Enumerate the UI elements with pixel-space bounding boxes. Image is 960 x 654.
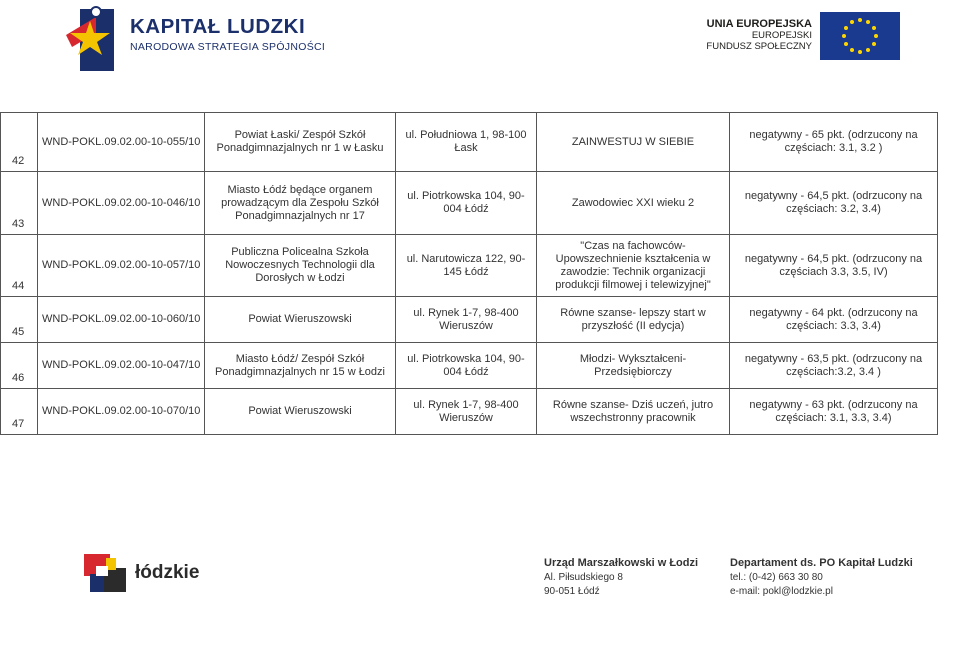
applicant-name: Powiat Wieruszowski: [205, 297, 396, 343]
eu-logo-line2: EUROPEJSKI: [751, 30, 812, 41]
evaluation-result: negatywny - 64,5 pkt. (odrzucony na częściach: 3.2, 3.4): [730, 172, 938, 235]
department-title: Departament ds. PO Kapitał Ludzki: [730, 557, 913, 569]
project-title: Młodzi- Wykształceni- Przedsiębiorczy: [537, 343, 730, 389]
row-number: 42: [1, 113, 38, 172]
table-row: [1, 297, 938, 343]
application-code: WND-POKL.09.02.00-10-055/10: [38, 113, 205, 172]
table-row: [1, 172, 938, 235]
department-contact: [730, 556, 930, 599]
applicant-name: Miasto Łódź będące organem prowadzącym dla Zespołu Szkół Ponadgimnazjalnych nr 17: [205, 172, 396, 235]
applicant-address: ul. Narutowicza 122, 90-145 Łódź: [396, 235, 537, 297]
marshal-office-contact: [544, 556, 714, 599]
project-title: ZAINWESTUJ W SIEBIE: [537, 113, 730, 172]
applicant-address: ul. Rynek 1-7, 98-400 Wieruszów: [396, 389, 537, 435]
project-title: Zawodowiec XXI wieku 2: [537, 172, 730, 235]
applicant-address: ul. Piotrkowska 104, 90-004 Łódź: [396, 172, 537, 235]
applicant-address: ul. Południowa 1, 98-100 Łask: [396, 113, 537, 172]
applicant-address: ul. Rynek 1-7, 98-400 Wieruszów: [396, 297, 537, 343]
applicant-name: Publiczna Policealna Szkoła Nowoczesnych Technologii dla Dorosłych w Łodzi: [205, 235, 396, 297]
project-title: Równe szanse- Dziś uczeń, jutro wszechstronny pracownik: [537, 389, 730, 435]
office-postcode: 90-051 Łódź: [544, 586, 600, 597]
eu-logo-text: [700, 18, 812, 52]
eu-logo-line1: UNIA EUROPEJSKA: [706, 18, 812, 30]
evaluation-result: negatywny - 63,5 pkt. (odrzucony na częściach:3.2, 3.4 ): [730, 343, 938, 389]
eu-logo-line3: FUNDUSZ SPOŁECZNY: [706, 41, 812, 52]
application-code: WND-POKL.09.02.00-10-060/10: [38, 297, 205, 343]
applicant-name: Miasto Łódź/ Zespół Szkół Ponadgimnazjalnych nr 15 w Łodzi: [205, 343, 396, 389]
office-title: Urząd Marszałkowski w Łodzi: [544, 557, 699, 569]
application-code: WND-POKL.09.02.00-10-046/10: [38, 172, 205, 235]
office-address: Al. Piłsudskiego 8: [544, 572, 623, 583]
department-phone: tel.: (0-42) 663 30 80: [730, 572, 823, 583]
application-code: WND-POKL.09.02.00-10-057/10: [38, 235, 205, 297]
table-row: [1, 389, 938, 435]
eu-social-fund-logo: [700, 12, 900, 62]
table-row: [1, 235, 938, 297]
evaluation-result: negatywny - 64 pkt. (odrzucony na częściach: 3.3, 3.4): [730, 297, 938, 343]
application-code: WND-POKL.09.02.00-10-070/10: [38, 389, 205, 435]
kapital-ludzki-logo: [66, 3, 326, 73]
kapital-ludzki-subtitle: NARODOWA STRATEGIA SPÓJNOŚCI: [130, 41, 326, 53]
evaluation-result: negatywny - 63 pkt. (odrzucony na częściach: 3.1, 3.3, 3.4): [730, 389, 938, 435]
evaluation-result: negatywny - 64,5 pkt. (odrzucony na częściach 3.3, 3.5, IV): [730, 235, 938, 297]
applications-table: [0, 112, 938, 435]
evaluation-result: negatywny - 65 pkt. (odrzucony na częściach: 3.1, 3.2 ): [730, 113, 938, 172]
application-code: WND-POKL.09.02.00-10-047/10: [38, 343, 205, 389]
row-number: 46: [1, 343, 38, 389]
row-number: 44: [1, 235, 38, 297]
row-number: 43: [1, 172, 38, 235]
row-number: 45: [1, 297, 38, 343]
applicant-address: ul. Piotrkowska 104, 90-004 Łódź: [396, 343, 537, 389]
department-email: e-mail: pokl@lodzkie.pl: [730, 586, 833, 597]
table-row: [1, 343, 938, 389]
applicant-name: Powiat Łaski/ Zespół Szkół Ponadgimnazjalnych nr 1 w Łasku: [205, 113, 396, 172]
kapital-ludzki-title: KAPITAŁ LUDZKI: [130, 15, 306, 38]
lodzkie-logo: [84, 553, 214, 595]
project-title: Równe szanse- lepszy start w przyszłość (II edycja): [537, 297, 730, 343]
lodzkie-name: łódzkie: [135, 562, 200, 583]
table-row: [1, 113, 938, 172]
kapital-ludzki-emblem-icon: [66, 3, 124, 73]
lodzkie-emblem-icon: [84, 554, 128, 594]
row-number: 47: [1, 389, 38, 435]
applicant-name: Powiat Wieruszowski: [205, 389, 396, 435]
eu-flag-icon: [820, 12, 900, 60]
project-title: "Czas na fachowców- Upowszechnienie kształcenia w zawodzie: Technik organizacji produkcji filmowej i telewizyjnej": [537, 235, 730, 297]
